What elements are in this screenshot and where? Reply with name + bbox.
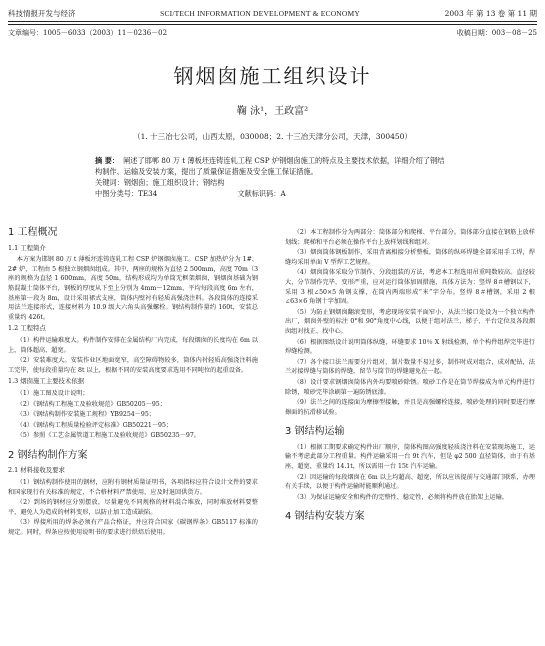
abstract-paragraph — [95, 155, 450, 177]
reference-item: （1）施工图及设计说明； — [16, 389, 89, 397]
paper-affiliation: （1. 十三冶七公司，山西太原，030008；2. 十三冶天津分公司，天津，300450） — [133, 132, 412, 141]
body-paragraph: （2）因运输的每段烟囱在 6m 以上均超高、超宽，所以应该提前与交通部门联系，办理有关手续，以便于构件运输时能顺利通过。 — [285, 473, 535, 491]
body-paragraph: （2）本工程制作分为两部分：筒体部分和爬梯、平台部分。筒体部分直接在钢筋上放样划线；爬梯和平台必须在操作平台上放样划线和组对。 — [285, 229, 535, 246]
paper-authors: 鞠 泳¹，王政富² — [236, 106, 309, 117]
body-paragraph: （1）根据工期要求确定构件出厂顺序，筒体构图高强度轻质浇注料在安装现场施工，运输不考虑此部分工程重量。构件运输采用一台 9t 汽车，但是 φ2 500 直径筒体，由于有基座，超宽，重量约 14.1t，所以需用一台 15t 汽车运输。 — [285, 443, 535, 471]
body-paragraph: （8）设计要求钢烟囱筒体内外均要喷砂除锈。喷砂工作是在筒节焊接成为单元构件进行除锈，喷砂完毕涂刷第一遍防锈底漆。 — [285, 378, 535, 396]
subsection-heading-1-3: 1.3 烟囱施工主要技术依据 — [8, 377, 85, 386]
reference-item: （4）《钢结构工程质量检验评定标准》GB50221－95； — [16, 421, 173, 429]
body-paragraph: （3）烟囱筒体钢板制作，采用背离相接分析整板，筒体的纵环焊缝全部采用手工焊，焊缝均采用单面 V 型焊工艺规程。 — [285, 249, 535, 266]
section-heading-3: 3 钢结构运输 — [285, 426, 345, 438]
doc-code-label: 文献标识码： — [237, 189, 281, 198]
body-paragraph: 本方案为邯钢 80 万 t 薄板坯连铸连轧工程 CSP 炉钢烟囱施工。CSP 加热炉分为 1#、2# 炉，工程由 5 根独立钢烟囱组成。其中，两座的规格为直径 2 500mm，高度 70m（3 座的规格为直径 1 600mm，高度 50m，结构形成均为单筒无框架烟囱，钢烟囱基础为钢筋混凝土筒体平台，钢板的厚度从下至上分别为 4mm～12mm，平均每段高度 6m 左右，基座第一段为 8m，设计采用裙式支座，筒体内壁衬有轻质高强浇注料。各段筒体的连接采用法兰连接形式，连接材料为 10.9 级大六角头高强螺栓。钢结构制作量约 160t，安装总重量约 426t。 — [8, 256, 258, 321]
clc-label: 中图分类号： — [95, 189, 139, 198]
right-column — [285, 228, 535, 528]
header-rule-thick — [8, 21, 537, 22]
body-paragraph: （2）安装难度大。安装作业区地面宽窄，高空障碍物较多，筒体内衬轻质高强浇注料施工完毕，使每段重量均在 8t 以上，根据不同的安装高度要求选用不同吨位的起重设备。 — [8, 357, 258, 374]
left-column — [8, 228, 258, 539]
section-heading-4: 4 钢结构安装方案 — [285, 511, 365, 523]
reference-item: （5）参照《工艺金属管道工程施工及验收规范》GB50235－97。 — [16, 432, 200, 440]
received-date: 收稿日期：003－08－25 — [456, 29, 537, 37]
body-paragraph: （6）根据图纸设计说明筒体纵缝、环缝要求 10％ X 射线检测，单个构件组焊完毕进行焊缝检测。 — [285, 338, 535, 356]
header-rule-thin — [8, 24, 537, 25]
reference-item: （2）《钢结构工程施工及验收规范》GB50205－95； — [16, 400, 166, 408]
subsection-heading-2-1: 2.1 材料接收及要求 — [8, 466, 65, 475]
running-header — [8, 6, 537, 20]
body-paragraph: （3）焊接所用的焊条必须有产品合格证，并应符合国家《碳钢焊条》GB5117 标准的规定。同时，焊条应按使用说明书的要求进行烘焙后使用。 — [8, 519, 258, 537]
keywords-line — [95, 177, 450, 188]
classification-line — [95, 188, 450, 199]
paper-title: 钢烟囱施工组织设计 — [173, 64, 372, 88]
keywords-label: 关键词： — [95, 178, 124, 187]
keywords-text: 钢烟囱；施工组织设计；钢结构 — [123, 178, 225, 187]
article-number: 文章编号：1005－6033（2003）11－0236－02 — [8, 29, 168, 37]
journal-name: 科技情报开发与经济 — [8, 8, 76, 18]
section-heading-1: 1 工程概况 — [8, 227, 58, 238]
journal-english-name: SCI/TECH INFORMATION DEVELOPMENT & ECONOMY — [160, 8, 361, 18]
body-paragraph: （1）构件运输难度大。构件制作安排在金属结构厂内完成，每段烟囱的长度均在 6m 以上，筒体超高、超宽。 — [8, 336, 258, 354]
body-paragraph: （5）为防止钢烟囱翻滚变形，考虑现场安装平面窄小，从法兰接口处设为一个独立构件出厂，烟囱外壁的标注 0°和 90°角度中心线，以便于组对法兰、梯子、平台定位及各段烟囱组对找正、找中心。 — [285, 308, 535, 335]
abstract-label: 摘 要： — [95, 156, 120, 165]
body-paragraph: （9）法兰之间的连接面为摩擦型接触，并且是高强螺栓连接，喷砂处理的同时要进行摩擦面的抗滑移试验。 — [285, 399, 535, 416]
subsection-heading-1-2: 1.2 工程特点 — [8, 324, 46, 333]
section-heading-2: 2 钢结构制作方案 — [8, 449, 88, 461]
clc-code: TE34 — [138, 189, 158, 198]
body-paragraph: （1）钢结构制作使用的钢材，应附有钢材质量证明书，各项指标应符合设计文件的要求和国家现行有关标准的规定，不合格材料严禁使用，应及时退回供货方。 — [8, 479, 258, 496]
body-paragraph: （7）各个接口法兰需要分片组对，制片数量不易过多，制作时成对组合，成对配钻，法兰对接焊缝与筒体的焊缝，留节与筒节的焊缝避免在一起。 — [285, 358, 535, 376]
issue-info: 2003 年 第 13 卷 第 11 期 — [444, 8, 537, 18]
article-meta — [8, 28, 537, 38]
abstract-text: 阐述了邯郸 80 万 t 薄板坯连铸连轧工程 CSP 炉钢烟囱施工的特点及主要技术依据，详细介绍了钢结构制作、运输及安装方案，提出了质量保证措施及安全施工保证措施。 — [95, 156, 445, 176]
doc-code: A — [280, 189, 286, 198]
body-paragraph: （3）为保证运输安全和构件的完整性、稳定性，必须将构件放在胎架上运输。 — [293, 493, 508, 501]
body-paragraph: （4）烟囱筒体采取分节制作、分段组装的方法，考虑本工程选用吊重吨数较高。直径较大，分节制作完毕，变形严重，应对运行筒体加固措施，具体方法为：竖焊 8＃槽钢以下，采用 3 根∠50×5 角钢支撑，在筒内两端形成“米”字分布。竖焊 8＃槽钢，采用 2 根∠63×6 角钢十字加固。 — [285, 269, 535, 306]
subsection-heading-1-1: 1.1 工程简介 — [8, 243, 46, 252]
abstract-block — [95, 155, 450, 199]
reference-item: （3）《钢结构制作安装施工规程》YB9254－95； — [16, 411, 155, 419]
body-paragraph: （2）到场的钢材应分别摆放，尽量避免不同规格的材料混合堆放，同时堆放材料要整平，避免人为造成的材料变形，以防止加工造成缺陷。 — [8, 499, 258, 516]
